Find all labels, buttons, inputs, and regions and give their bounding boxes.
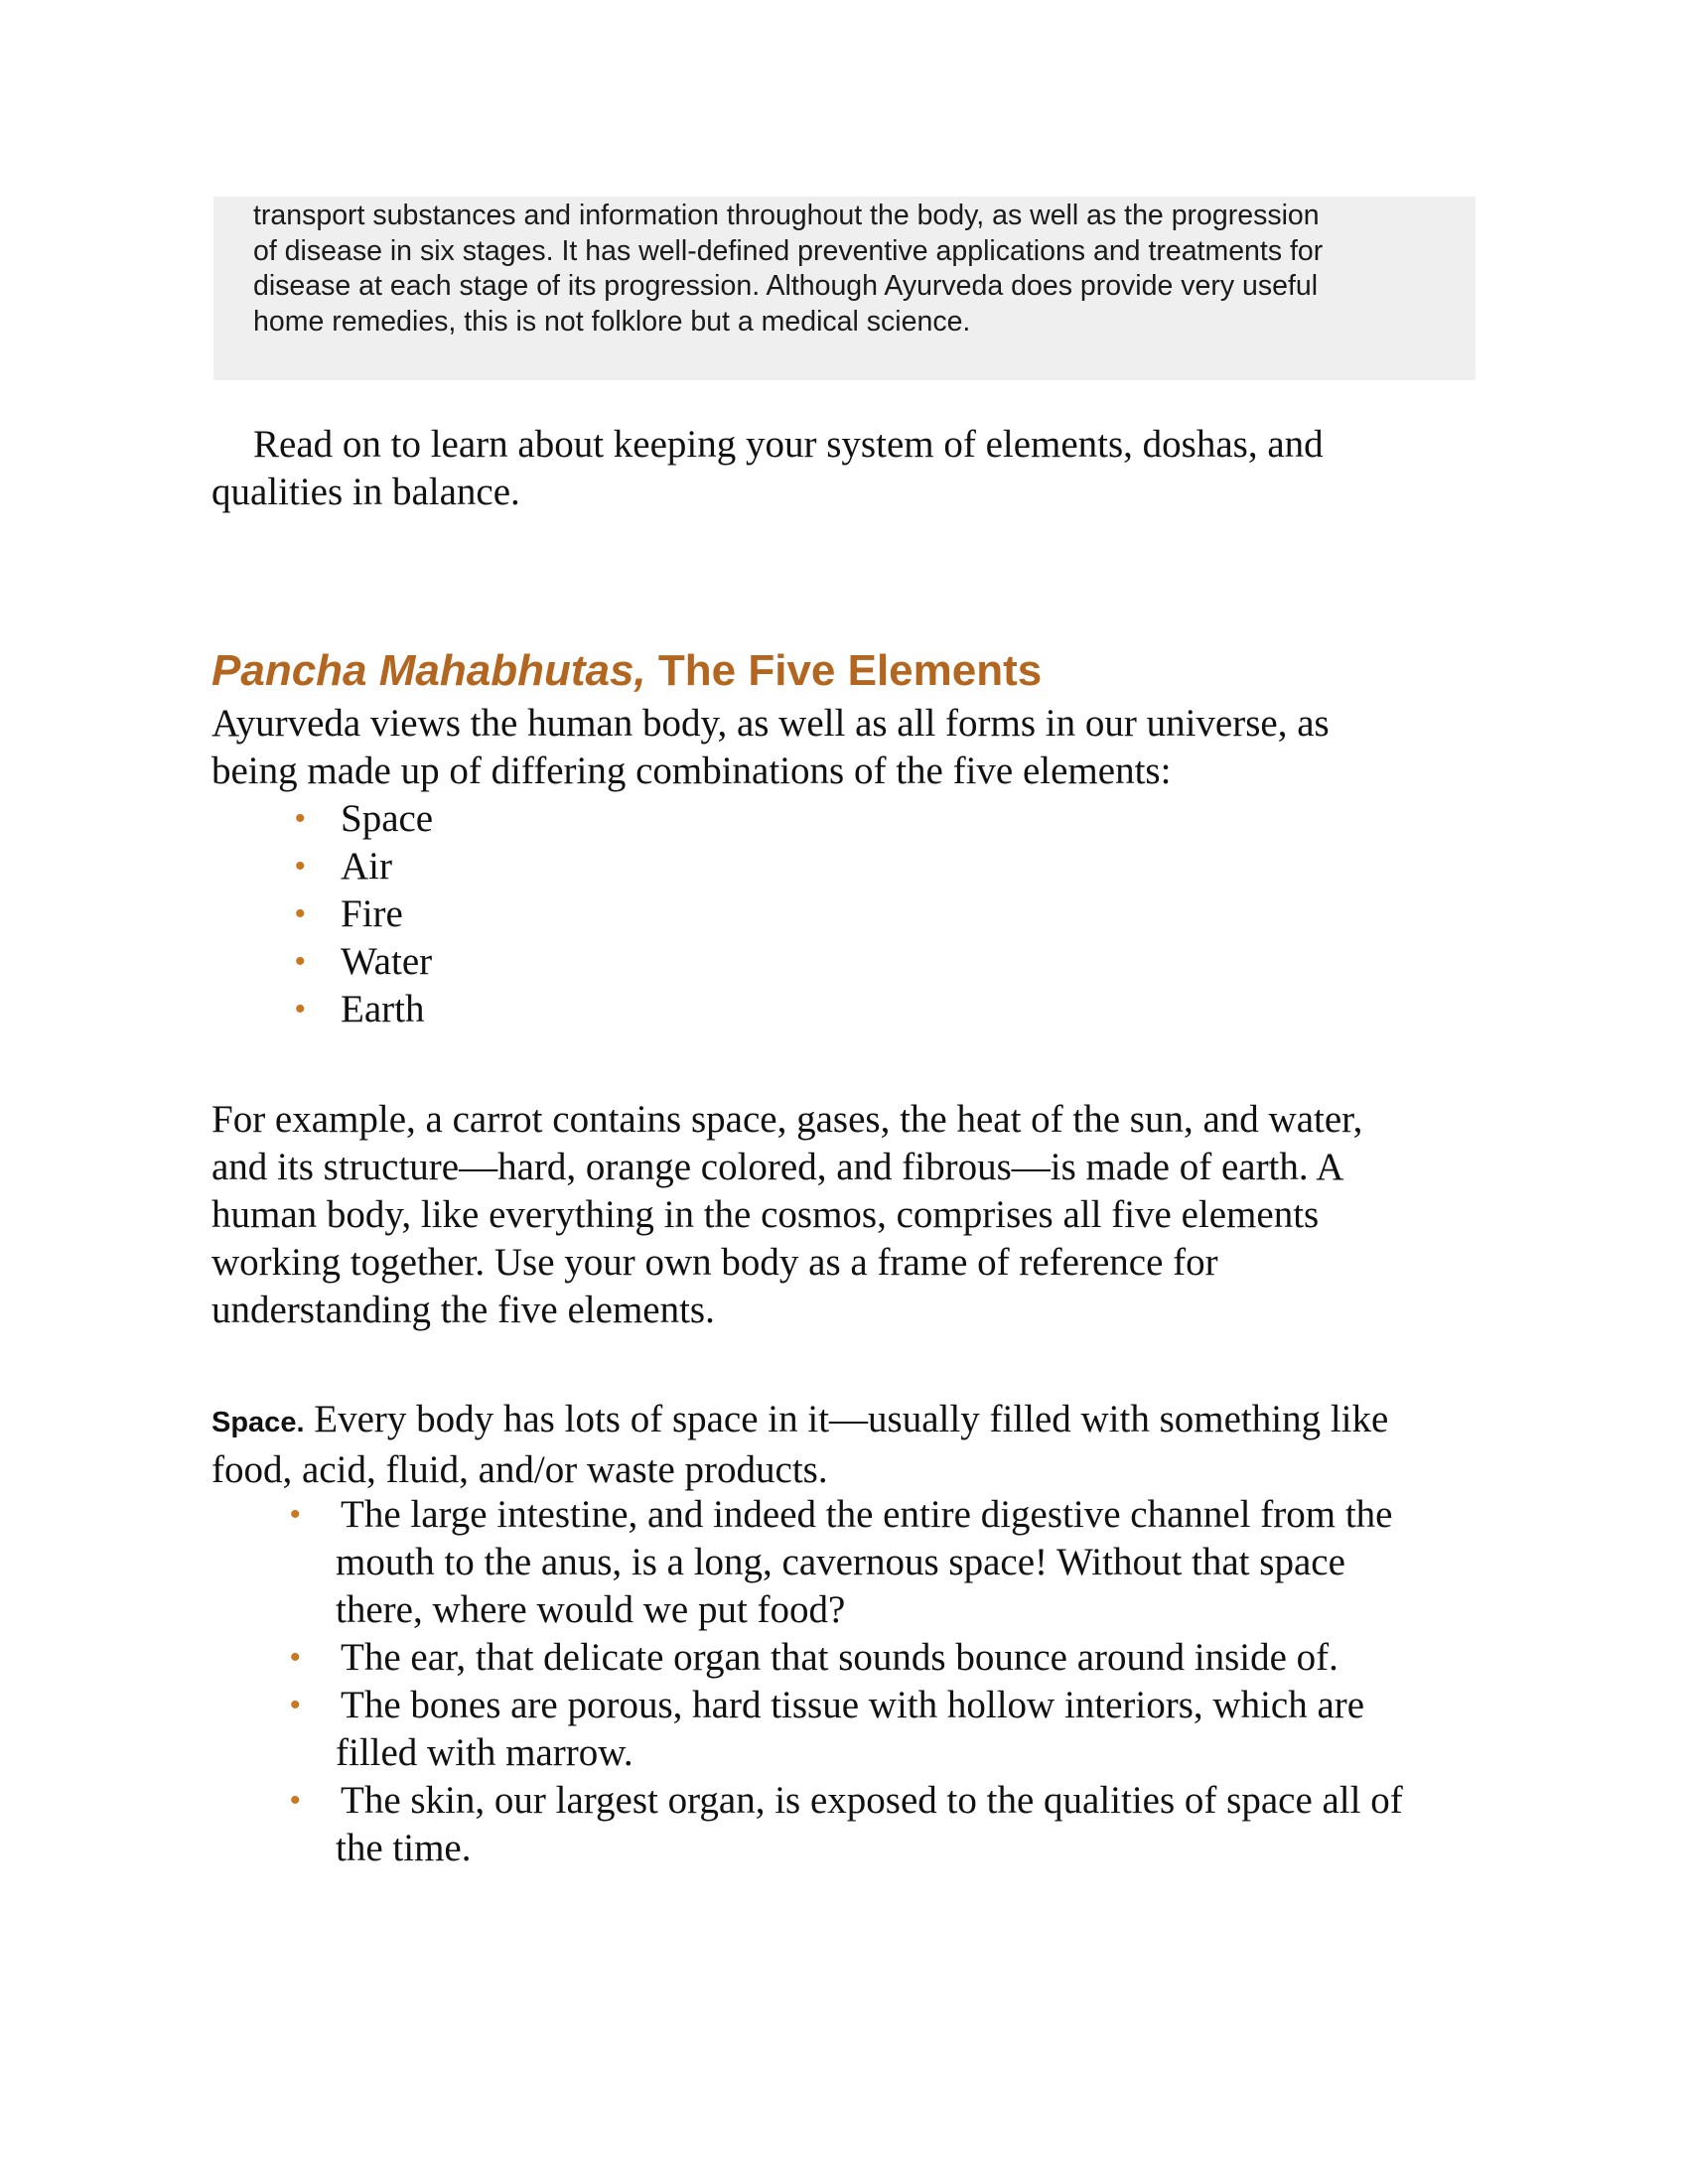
callout-line: disease at each stage of its progression. Although Ayurveda does provide very useful bbox=[253, 270, 1319, 302]
elements-intro-paragraph bbox=[211, 700, 1330, 795]
list-item-line: The bones are porous, hard tissue with hollow interiors, which are bbox=[341, 1684, 1365, 1726]
elements-intro-line: being made up of differing combinations of the five elements: bbox=[211, 750, 1172, 792]
section-heading bbox=[211, 643, 1042, 699]
list-item-line: The large intestine, and indeed the entire digestive channel from the bbox=[341, 1493, 1393, 1536]
list-item-line: The skin, our largest organ, is exposed to the qualities of space all of bbox=[341, 1779, 1403, 1822]
bullet-icon: • bbox=[290, 1498, 301, 1531]
heading-rest-part: The Five Elements bbox=[645, 646, 1043, 695]
bullet-icon: • bbox=[290, 1689, 301, 1721]
example-line: For example, a carrot contains space, gases, the heat of the sun, and water, bbox=[211, 1098, 1363, 1141]
list-item bbox=[295, 938, 433, 986]
callout-line: of disease in six stages. It has well-defined preventive applications and treatments for bbox=[253, 234, 1324, 267]
intro-paragraph bbox=[211, 421, 1324, 516]
bullet-icon: • bbox=[295, 945, 306, 978]
bullet-icon: • bbox=[295, 850, 306, 883]
heading-italic-part: Pancha Mahabhutas, bbox=[211, 646, 646, 695]
element-label: Earth bbox=[341, 988, 425, 1030]
example-line: understanding the five elements. bbox=[211, 1289, 715, 1331]
list-item bbox=[295, 890, 433, 938]
element-label: Air bbox=[341, 845, 392, 887]
elements-list bbox=[295, 795, 434, 1033]
bullet-icon: • bbox=[295, 897, 306, 930]
bullet-icon: • bbox=[295, 802, 306, 835]
list-item-line: the time. bbox=[336, 1827, 472, 1869]
example-line: working together. Use your own body as a frame of reference for bbox=[211, 1241, 1218, 1284]
elements-intro-line: Ayurveda views the human body, as well as all forms in our universe, as bbox=[211, 702, 1330, 745]
callout-text bbox=[253, 197, 1436, 340]
list-item-line: The ear, that delicate organ that sounds bounce around inside of. bbox=[341, 1636, 1338, 1679]
intro-line: qualities in balance. bbox=[211, 471, 520, 513]
space-label: Space. bbox=[211, 1407, 305, 1438]
example-line: human body, like everything in the cosmos, comprises all five elements bbox=[211, 1193, 1320, 1236]
space-examples-list bbox=[290, 1491, 1403, 1872]
example-line: and its structure—hard, orange colored, and fibrous—is made of earth. A bbox=[211, 1146, 1344, 1188]
space-text: Every body has lots of space in it—usually filled with something like bbox=[304, 1398, 1389, 1440]
callout-line: transport substances and information throughout the body, as well as the progression bbox=[253, 200, 1320, 231]
list-item-line: there, where would we put food? bbox=[336, 1588, 846, 1631]
list-item bbox=[290, 1491, 1403, 1634]
list-item bbox=[290, 1634, 1403, 1682]
list-item bbox=[290, 1682, 1403, 1777]
list-item bbox=[295, 986, 433, 1033]
callout-box bbox=[213, 197, 1476, 380]
list-item bbox=[295, 795, 434, 843]
space-paragraph bbox=[211, 1396, 1388, 1494]
bullet-icon: • bbox=[290, 1784, 301, 1817]
bullet-icon: • bbox=[295, 993, 306, 1025]
space-text-line: food, acid, fluid, and/or waste products. bbox=[211, 1448, 828, 1491]
list-item-line: mouth to the anus, is a long, cavernous space! Without that space bbox=[336, 1541, 1345, 1583]
list-item bbox=[290, 1777, 1403, 1872]
space-first-line bbox=[211, 1396, 1388, 1446]
element-label: Water bbox=[341, 940, 433, 983]
intro-line: Read on to learn about keeping your system of elements, doshas, and bbox=[253, 423, 1324, 466]
callout-line: home remedies, this is not folklore but a medical science. bbox=[253, 305, 971, 338]
bullet-icon: • bbox=[290, 1641, 301, 1674]
example-paragraph bbox=[211, 1096, 1362, 1334]
element-label: Space bbox=[341, 797, 434, 840]
element-label: Fire bbox=[341, 892, 403, 935]
list-item bbox=[295, 843, 433, 890]
list-item-line: filled with marrow. bbox=[336, 1731, 633, 1774]
